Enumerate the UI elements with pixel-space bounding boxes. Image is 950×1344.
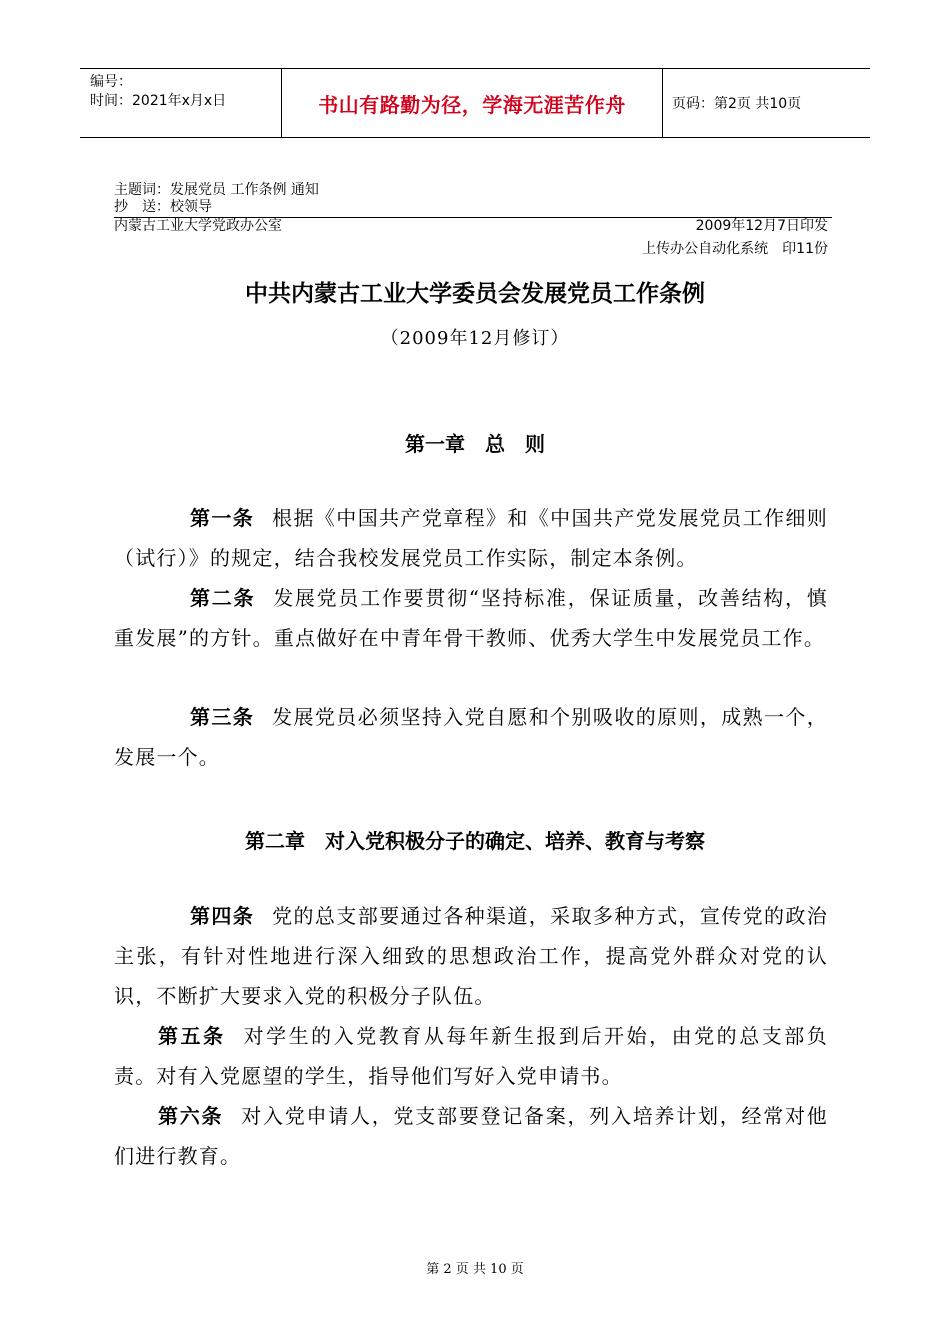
- chapter-heading: 第一章 总 则: [405, 432, 545, 456]
- article-label: 第二条: [190, 586, 256, 610]
- article-label: 第五条: [158, 1024, 226, 1048]
- article-label: 第四条: [190, 904, 255, 928]
- page-header: [80, 68, 870, 138]
- article-paragraph: [114, 498, 828, 578]
- distribution-line: 上传办公自动化系统 印11份: [642, 241, 828, 257]
- article-label: 第一条: [190, 506, 255, 530]
- article-paragraph: [114, 1096, 828, 1176]
- issuer: 内蒙古工业大学党政办公室: [114, 218, 282, 234]
- issue-date: 2009年12月7日印发: [695, 218, 828, 234]
- document-title: 中共内蒙古工业大学委员会发展党员工作条例: [245, 281, 705, 307]
- article-paragraph: [114, 578, 828, 658]
- article-paragraph: [114, 896, 828, 1016]
- header-left: [90, 73, 280, 111]
- article-text: 根据《中国共产党章程》和《中国共产党发展党员工作细则（试行）》的规定，结合我校发展党员工作实际，制定本条例。: [114, 506, 828, 570]
- article-text: 对学生的入党教育从每年新生报到后开始，由党的总支部负责。对有入党愿望的学生，指导他们写好入党申请书。: [114, 1024, 828, 1088]
- article-paragraph: [114, 1016, 828, 1096]
- article-text: 发展党员必须坚持入党自愿和个别吸收的原则，成熟一个，发展一个。: [114, 705, 828, 769]
- article-label: 第六条: [158, 1104, 224, 1128]
- document-time: 时间：2021年x月x日: [90, 93, 227, 109]
- keywords-line: 主题词：发展党员 工作条例 通知: [114, 182, 319, 198]
- header-page-info: 页码：第2页 共10页: [672, 96, 802, 112]
- chapter-heading: 第二章 对入党积极分子的确定、培养、教育与考察: [245, 829, 705, 853]
- article-text: 对入党申请人，党支部要登记备案，列入培养计划，经常对他们进行教育。: [114, 1104, 828, 1168]
- article-text: 党的总支部要通过各种渠道，采取多种方式，宣传党的政治主张，有针对性地进行深入细致的思想政治工作，提高党外群众对党的认识，不断扩大要求入党的积极分子队伍。: [114, 904, 828, 1008]
- motto-banner: 书山有路勤为径，学海无涯苦作舟: [318, 92, 626, 117]
- header-center: [281, 69, 663, 137]
- document-subtitle: （2009年12月修订）: [380, 328, 570, 349]
- article-label: 第三条: [190, 705, 255, 729]
- issuer-line: [114, 217, 832, 236]
- page-footer: 第 2 页 共 10 页: [426, 1262, 524, 1277]
- article-text: 发展党员工作要贯彻“坚持标准，保证质量，改善结构，慎重发展”的方针。重点做好在中青年骨干教师、优秀大学生中发展党员工作。: [114, 586, 828, 650]
- article-paragraph: [114, 697, 828, 777]
- cc-line: 抄 送：校领导: [114, 199, 212, 215]
- document-number: 编号：: [90, 74, 132, 90]
